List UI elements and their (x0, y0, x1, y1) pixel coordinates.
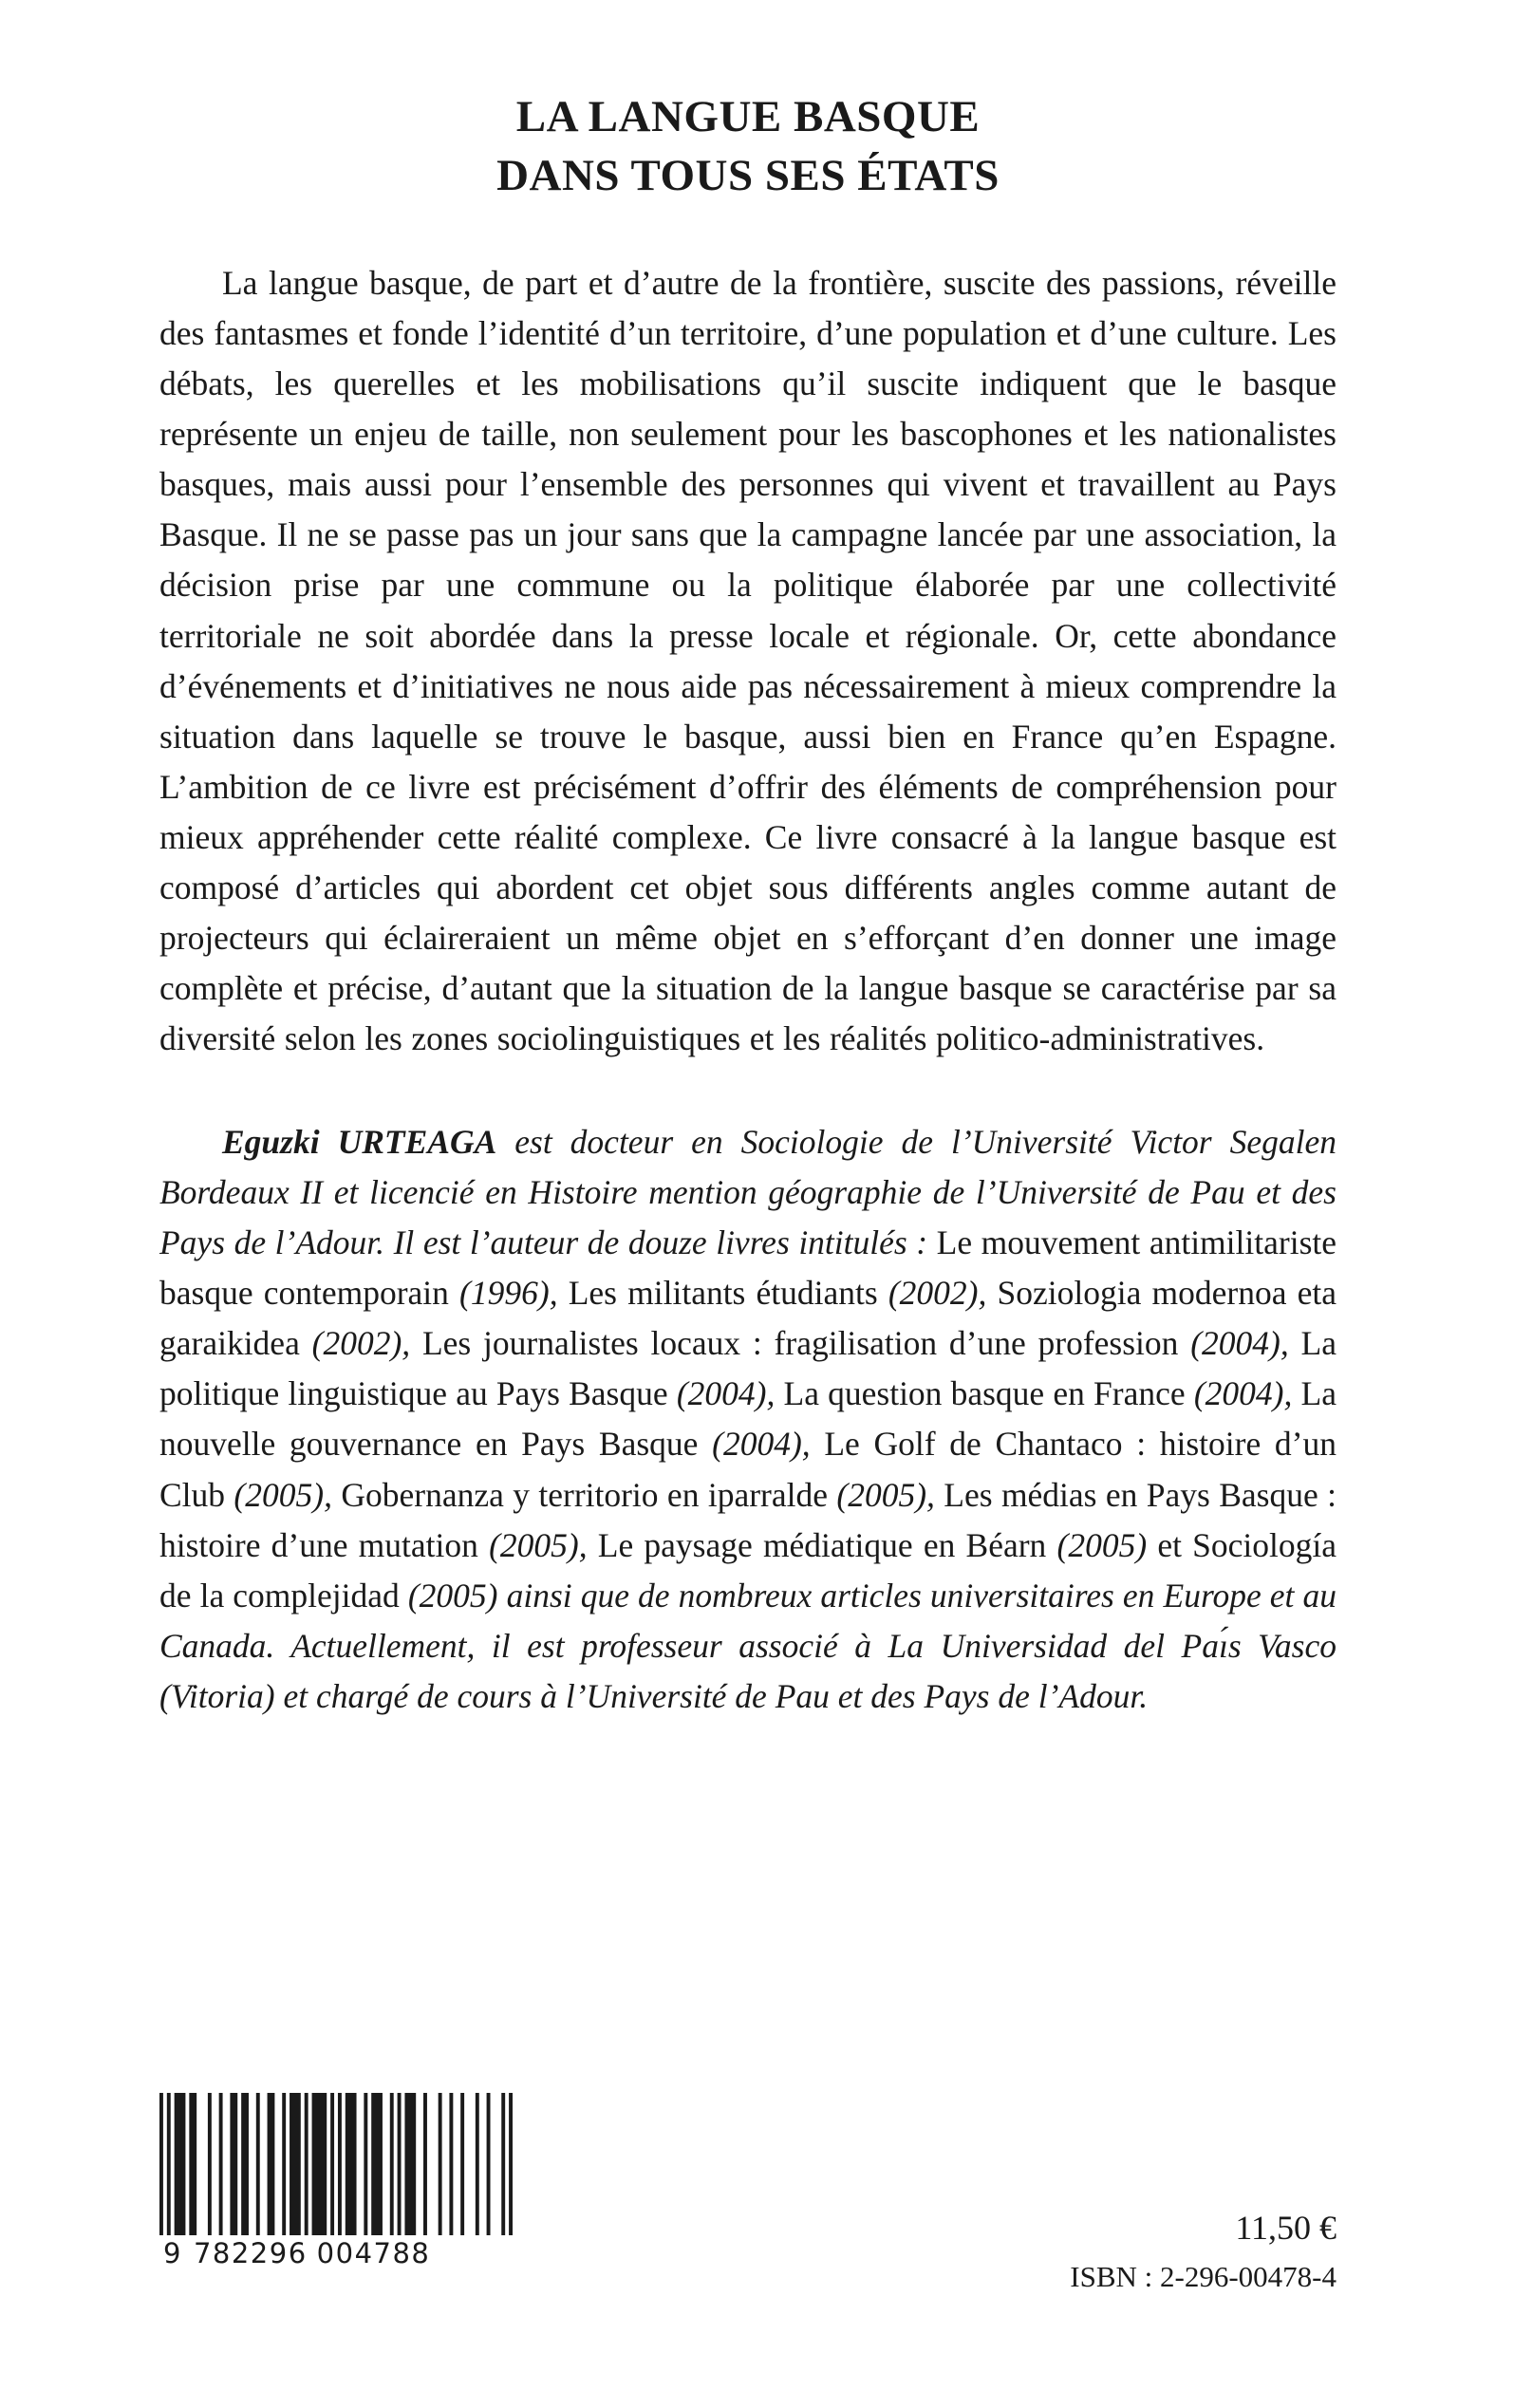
work-year: (2004), (1178, 1324, 1289, 1363)
price-isbn-block (1070, 2205, 1336, 2296)
book-blurb: La langue basque, de part et d’autre de la frontière, suscite des passions, réveille des fantasmes et fonde l’identité d’un territoire, d’une population et d’une culture. Les débats, les querelles et les mobilisations qu’il suscite indiquent que le basque représente un enjeu de taille, non seulement pour les bascophones et les nationalistes basques, mais aussi pour l’ensemble des personnes qui vivent et travaillent au Pays Basque. Il ne se passe pas un jour sans que la campagne lancée par une association, la décision prise par une commune ou la politique élaborée par une collectivité territoriale ne soit abordée dans la presse locale et régionale. Or, cette abondance d’événements et d’initiatives ne nous aide pas nécessairement à mieux comprendre la situation dans laquelle se trouve le basque, aussi bien en France qu’en Espagne. L’ambition de ce livre est précisément d’offrir des éléments de compréhension pour mieux appréhender cette réalité complexe. Ce livre consacré à la langue basque est composé d’articles qui abordent cet objet sous différents angles comme autant de projecteurs qui éclaireraient un même objet en s’efforçant d’en donner une image complète et précise, d’autant que la situation de la langue basque se caractérise par sa diversité selon les zones sociolinguistiques et les réalités politico-administratives. (159, 264, 1336, 1057)
work-year: (2005), (827, 1475, 935, 1514)
author-bio-intro: est docteur en Sociologie de l’Université Victor Segalen Bordeaux II et licencié en Histoire mention géographie de l’Université de Pau et des Pays de l’Adour. Il est l’auteur de douze livres intitulés : (159, 1123, 1336, 1262)
author-works-list (159, 1223, 1336, 1614)
barcode-digits (159, 2237, 530, 2269)
work-year: (2005) (399, 1576, 498, 1615)
work-title: Les médias en Pays Basque : histoire d’une mutation (159, 1475, 1336, 1564)
isbn-label: ISBN : 2-296-00478-4 (1070, 2259, 1336, 2293)
work-title: La politique linguistique au Pays Basque (159, 1324, 1336, 1413)
work-title: Les militants étudiants (557, 1274, 878, 1313)
barcode-group-1: 782296 (193, 2237, 308, 2269)
work-year: (1996), (448, 1274, 558, 1313)
work-title: et Sociología de la complejidad (159, 1525, 1336, 1615)
barcode-group-2: 004788 (316, 2237, 431, 2269)
author-bio-outro: ainsi que de nombreux articles universitaires en Europe et au Canada. Actuellement, il est professeur associé à La Universidad del Paı́s Vasco (Vitoria) et chargé de cours à l’Université de Pau et des Pays de l’Adour. (159, 1576, 1336, 1715)
cover-content (159, 0, 1336, 1722)
work-title: La question basque en France (775, 1374, 1186, 1413)
work-year: (2005), (477, 1525, 588, 1564)
work-year: (2002), (299, 1324, 411, 1363)
price-label: 11,50 € (1235, 2209, 1336, 2247)
work-title: Gobernanza y territorio en iparralde (331, 1475, 828, 1514)
work-year: (2005), (225, 1475, 332, 1514)
author-bio (159, 1117, 1336, 1722)
barcode-lead-digit: 9 (163, 2237, 182, 2269)
work-title: Le Golf de Chantaco : histoire d’un Club (159, 1425, 1336, 1514)
barcode-block (159, 2093, 530, 2269)
title-line-1: LA LANGUE BASQUE (515, 92, 981, 141)
work-year: (2004), (667, 1374, 776, 1413)
work-year: (2002), (877, 1274, 987, 1313)
work-year: (2004), (698, 1425, 811, 1464)
ean13-barcode-icon (159, 2093, 513, 2235)
work-year: (2005) (1046, 1525, 1148, 1564)
work-title: La nouvelle gouvernance en Pays Basque (159, 1374, 1336, 1464)
work-title: Le mouvement antimilitariste basque contemporain (159, 1223, 1336, 1313)
title-line-2: DANS TOUS SES ÉTATS (496, 151, 1000, 201)
cover-footer (159, 2093, 1336, 2321)
work-title: Soziologia modernoa eta garaikidea (159, 1274, 1336, 1363)
author-name: Eguzki URTEAGA (222, 1123, 497, 1162)
work-title: Les journalistes locaux : fragilisation d’une profession (410, 1324, 1179, 1363)
work-year: (2004), (1185, 1374, 1293, 1413)
work-title: Le paysage médiatique en Béarn (587, 1525, 1047, 1564)
page-title (159, 87, 1336, 205)
